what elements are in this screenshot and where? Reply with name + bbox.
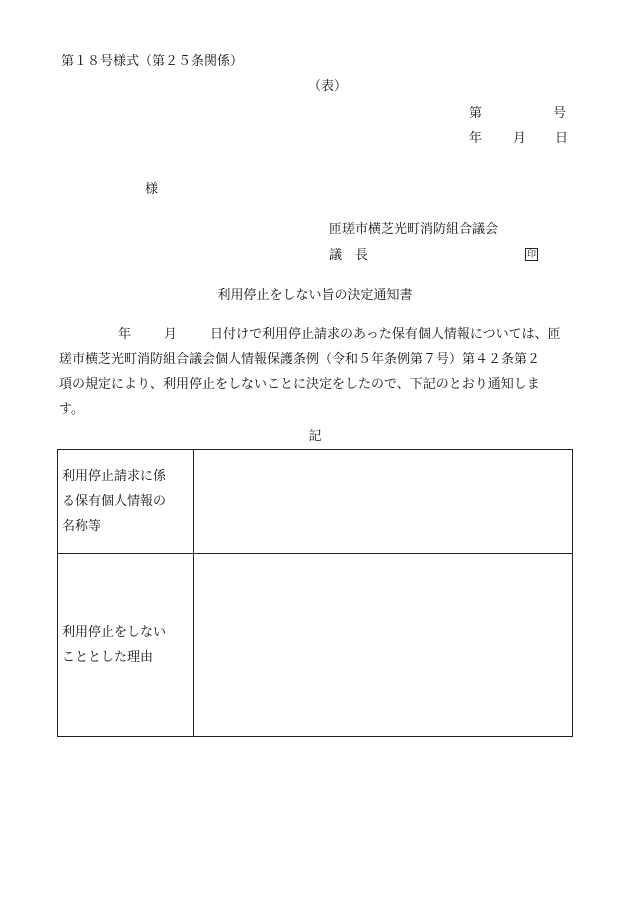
target-info-value [194,450,573,554]
side-label: （表） [308,79,348,94]
date-month-label: 月 [513,131,527,146]
body-line-4: す。 [59,402,84,417]
table-row [58,450,573,554]
reason-label-line: 利用停止をしない [62,625,167,640]
sender-organization: 匝瑳市横芝光町消防組合議会 [329,222,499,237]
document-number-prefix: 第 [469,106,483,121]
target-info-label [58,450,194,554]
table-row [58,554,573,737]
date-day-label: 日 [555,131,569,146]
target-info-label-line: 利用停止請求に係 [62,469,167,484]
sender-title: 議 長 [329,248,369,263]
target-info-label-line: 名称等 [62,519,102,534]
detail-table [57,449,573,737]
reason-value [194,554,573,737]
body-line-1 [59,322,579,347]
body-year: 年 [118,327,132,342]
body-line-3: 項の規定により、利用停止をしないことに決定をしたので、下記のとおり通知しま [59,377,540,392]
target-info-label-line: る保有個人情報の [62,494,167,509]
body-line-1-text: 日付けで利用停止請求のあった保有個人情報については、匝 [210,327,561,342]
seal-stamp: 印 [526,250,536,260]
date-year-label: 年 [469,131,483,146]
reason-label-line: こととした理由 [62,650,154,665]
body-line-2: 瑳市横芝光町消防組合議会個人情報保護条例（令和５年条例第７号）第４２条第２ [59,352,541,367]
body-paragraph [59,322,579,422]
body-month: 月 [164,327,178,342]
addressee-honorific: 様 [145,182,159,197]
document-number-suffix: 号 [553,106,567,121]
form-number: 第１８号様式（第２５条関係） [61,54,244,69]
reason-label [58,554,194,737]
document-title: 利用停止をしない旨の決定通知書 [217,288,413,303]
ki-label: 記 [308,429,322,444]
